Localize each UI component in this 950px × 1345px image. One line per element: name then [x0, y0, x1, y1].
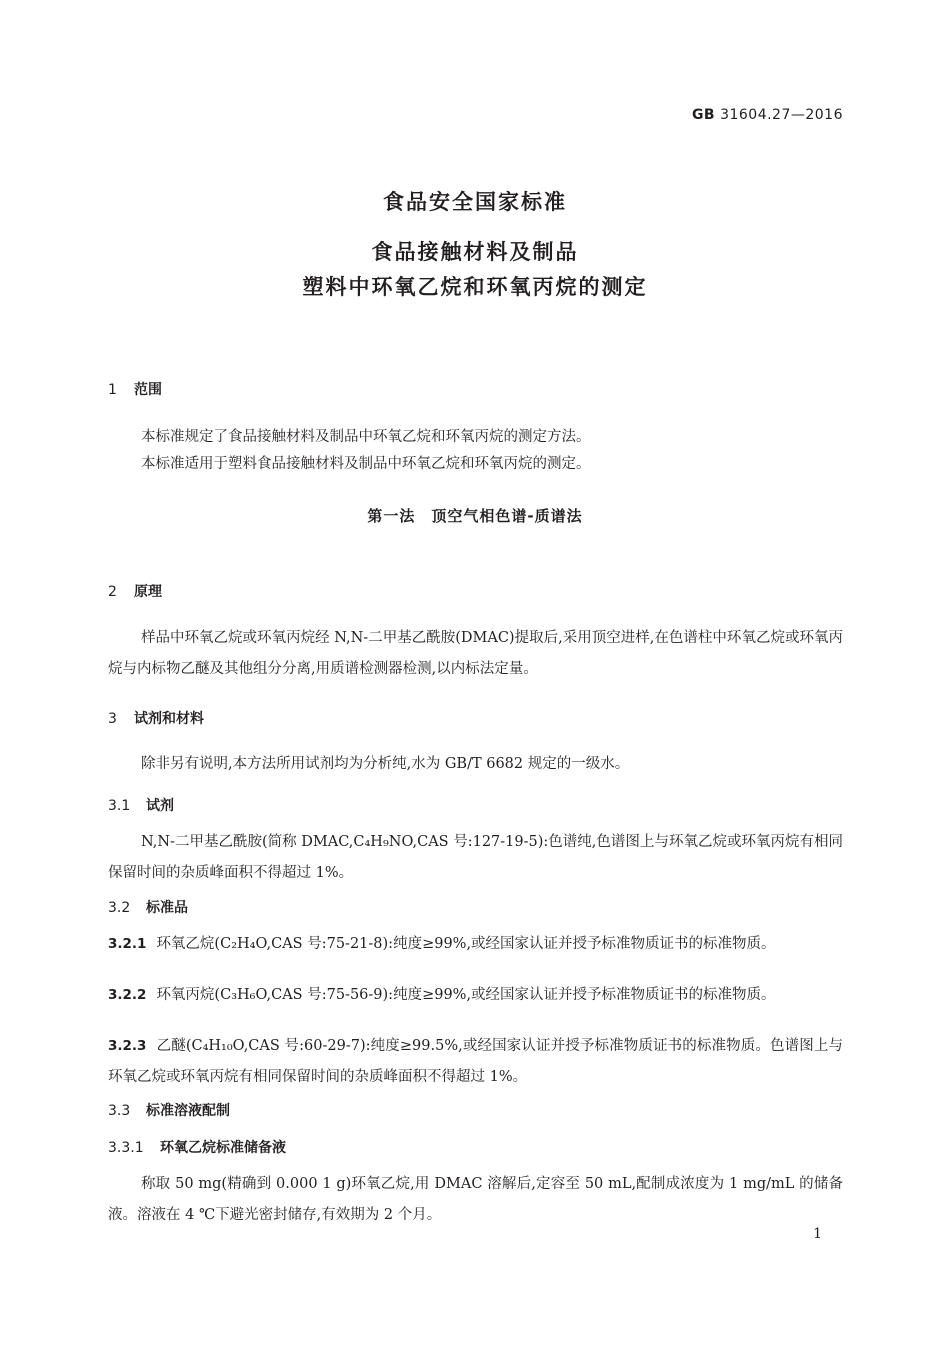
- section-title: 标准品: [146, 900, 188, 916]
- item-text: 乙醚(C₄H₁₀O,CAS 号:60-29-7):纯度≥99.5%,或经国家认证并授予标准物质证书的标准物质。色谱图上与环氧乙烷或环氧丙烷有相同保留时间的杂质峰面积不得超过 1%。: [108, 1038, 843, 1085]
- section-1-para-1: 本标准规定了食品接触材料及制品中环氧乙烷和环氧丙烷的测定方法。: [141, 429, 591, 445]
- section-title: 范围: [134, 382, 162, 398]
- standard-prefix: GB: [691, 107, 716, 123]
- section-number: 3.3: [108, 1103, 131, 1119]
- section-number: 3.3.1: [108, 1140, 144, 1156]
- section-number: 3.2: [108, 900, 131, 916]
- item-text: 环氧乙烷(C₂H₄O,CAS 号:75-21-8):纯度≥99%,或经国家认证并授予标准物质证书的标准物质。: [156, 936, 776, 952]
- item-number: 3.2.1: [108, 936, 147, 952]
- section-title: 环氧乙烷标准储备液: [160, 1140, 286, 1156]
- section-1-heading: [108, 379, 162, 399]
- section-number: 3: [108, 711, 117, 727]
- section-3-3-1-para-1: 称取 50 mg(精确到 0.000 1 g)环氧乙烷,用 DMAC 溶解后,定容至 50 mL,配制成浓度为 1 mg/mL 的储备液。溶液在 4 ℃下避光密封储存,有效期为 2 个月。: [108, 1176, 843, 1223]
- section-title: 标准溶液配制: [146, 1103, 230, 1119]
- section-title: 原理: [134, 584, 162, 600]
- section-number: 2: [108, 584, 117, 600]
- method-title: 第一法 顶空气相色谱-质谱法: [367, 507, 583, 525]
- section-3-heading: [108, 708, 204, 728]
- section-3-para-1: 除非另有说明,本方法所用试剂均为分析纯,水为 GB/T 6682 规定的一级水。: [141, 756, 630, 772]
- section-number: 1: [108, 382, 117, 398]
- section-3-1-heading: [108, 795, 174, 815]
- item-text: 环氧丙烷(C₃H₆O,CAS 号:75-56-9):纯度≥99%,或经国家认证并授予标准物质证书的标准物质。: [156, 987, 776, 1003]
- standard-code: 31604.27—2016: [720, 107, 843, 123]
- section-2-para-1: 样品中环氧乙烷或环氧丙烷经 N,N-二甲基乙酰胺(DMAC)提取后,采用顶空进样,在色谱柱中环氧乙烷或环氧丙烷与内标物乙醚及其他组分分离,用质谱检测器检测,以内标法定量。: [108, 630, 843, 677]
- section-3-3-heading: [108, 1100, 230, 1120]
- item-number: 3.2.2: [108, 987, 147, 1003]
- main-title: 食品安全国家标准: [383, 190, 567, 214]
- standard-item-3-2-2: [108, 980, 843, 1011]
- section-title: 试剂和材料: [134, 711, 204, 727]
- standard-item-3-2-1: [108, 929, 843, 960]
- subtitle-2: 塑料中环氧乙烷和环氧丙烷的测定: [302, 275, 648, 299]
- section-title: 试剂: [146, 798, 174, 814]
- item-number: 3.2.3: [108, 1038, 147, 1054]
- section-2-heading: [108, 581, 162, 601]
- page-number: 1: [813, 1226, 822, 1242]
- section-3-1-para-1: N,N-二甲基乙酰胺(简称 DMAC,C₄H₉NO,CAS 号:127-19-5):色谱纯,色谱图上与环氧乙烷或环氧丙烷有相同保留时间的杂质峰面积不得超过 1%。: [108, 834, 843, 881]
- section-1-para-2: 本标准适用于塑料食品接触材料及制品中环氧乙烷和环氧丙烷的测定。: [141, 456, 591, 472]
- section-number: 3.1: [108, 798, 131, 814]
- section-3-3-1-heading: [108, 1137, 286, 1157]
- subtitle-1: 食品接触材料及制品: [371, 240, 579, 264]
- standard-item-3-2-3: [108, 1031, 843, 1093]
- section-3-2-heading: [108, 897, 188, 917]
- standard-number: [692, 107, 843, 123]
